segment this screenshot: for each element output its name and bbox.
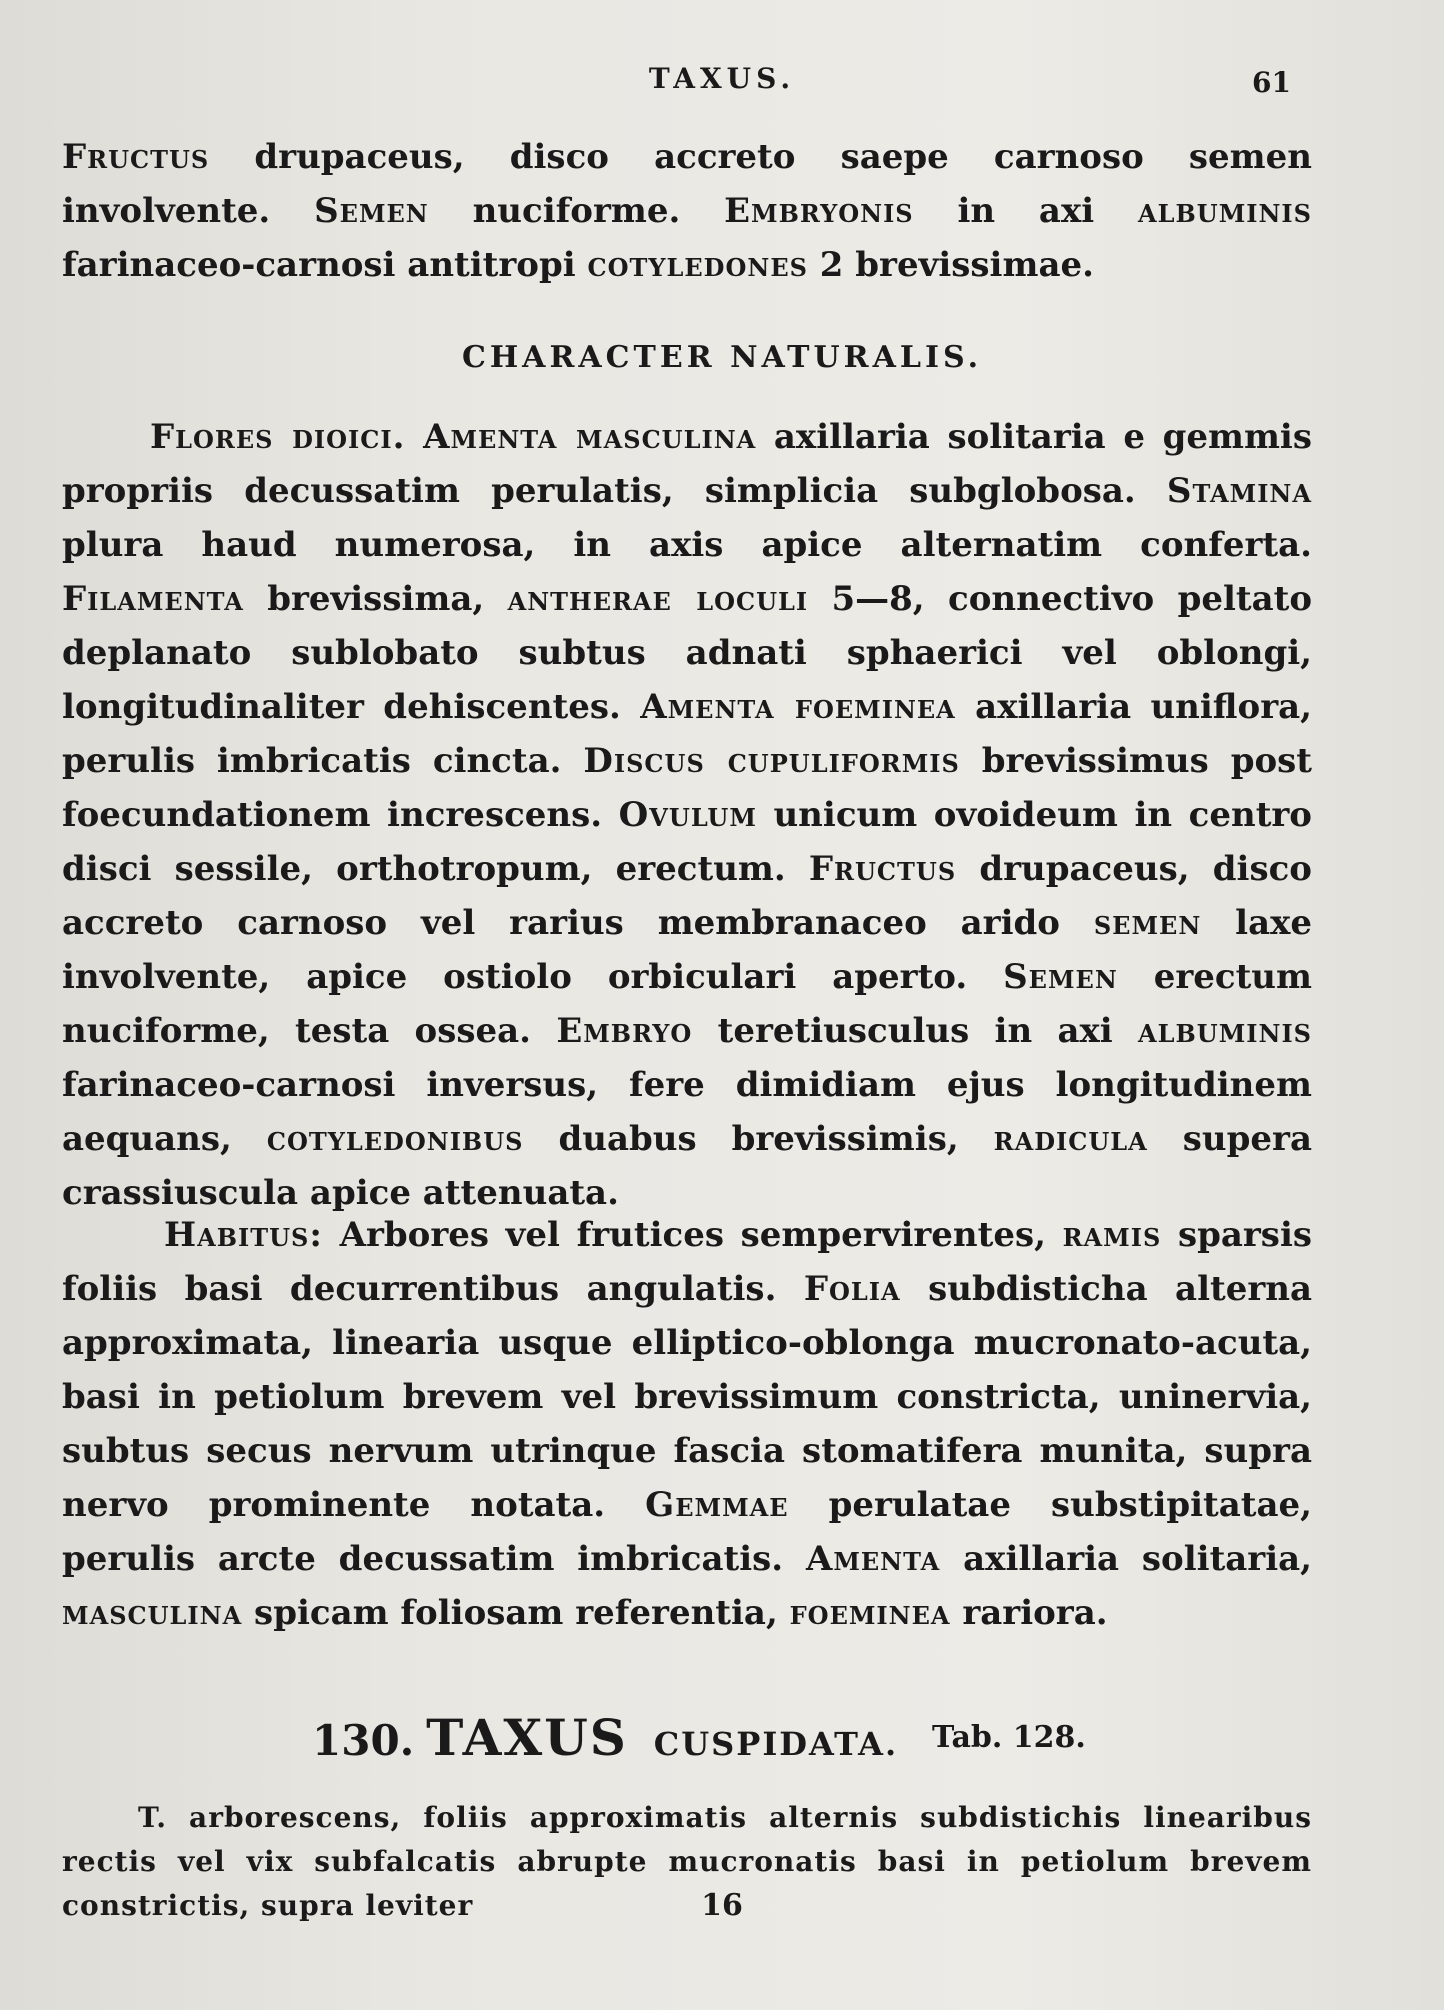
term-amenta-masculina: Amenta masculina <box>423 417 757 457</box>
text-span: drupaceus, disco accreto carnoso vel rarius membranaceo arido <box>62 849 1312 943</box>
term-gemmae: Gemmae <box>645 1485 789 1525</box>
text-span: erectum nuciforme, testa ossea. <box>62 957 1312 1051</box>
term-cotyledonibus: cotyledonibus <box>266 1119 524 1159</box>
term-cotyledones: cotyledones <box>587 245 808 285</box>
term-albuminis: albuminis <box>1138 1011 1313 1051</box>
term-fructus: Fructus <box>62 137 210 177</box>
text-span: axillaria solitaria e gemmis propriis decussatim perulatis, simplicia subglobosa. <box>62 417 1312 511</box>
term-amenta: Amenta <box>805 1539 941 1579</box>
text-span: perulatae substipitatae, perulis arcte decussatim imbricatis. <box>62 1485 1313 1579</box>
term-folia: Folia <box>803 1269 901 1309</box>
term-filamenta: Filamenta <box>62 579 244 619</box>
text-span: subdisticha alterna approximata, linearia usque elliptico-oblonga mucronato-acuta, basi in petiolum brevem vel brevissimum constricta, uninervia, subtus secus nervum utrinque fascia stomatifera munita, supra nervo prominente notata. <box>62 1269 1312 1525</box>
term-embryo: Embryo <box>556 1011 693 1051</box>
term-ovulum: Ovulum <box>618 795 757 835</box>
term-embryonis: Embryonis <box>724 191 914 231</box>
text-span: duabus brevissimis, <box>523 1119 994 1159</box>
plate-reference: Tab. 128. <box>932 1720 1086 1755</box>
term-habitus: Habitus: <box>164 1215 323 1255</box>
species-epithet: CUSPIDATA. <box>653 1725 899 1763</box>
text-span: axillaria uniflora, perulis imbricatis cincta. <box>62 687 1312 781</box>
term-fructus: Fructus <box>808 849 957 889</box>
term-discus: Discus cupuliformis <box>583 741 960 781</box>
text-span: laxe involvente, apice ostiolo orbiculari aperto. <box>62 903 1312 997</box>
text-span: sparsis foliis basi decurrentibus angulatis. <box>62 1215 1313 1309</box>
running-title: TAXUS. <box>648 62 796 95</box>
term-semen: Semen <box>1003 957 1118 997</box>
character-paragraph <box>62 410 1312 1220</box>
term-ramis: ramis <box>1062 1215 1162 1255</box>
term-foeminea: foeminea <box>789 1593 951 1633</box>
text-span: axillaria solitaria, <box>940 1539 1313 1579</box>
text-span: brevissima, <box>243 579 508 619</box>
habitus-paragraph <box>62 1208 1312 1640</box>
text-span <box>405 417 423 457</box>
text-span: plura haud numerosa, in axis apice alternatim conferta. <box>62 525 1312 565</box>
species-heading <box>312 1708 1132 1767</box>
text-span: farinaceo-carnosi antitropi <box>62 245 588 285</box>
term-semen: semen <box>1093 903 1202 943</box>
diagnosis-text: T. arborescens, foliis approximatis alternis subdistichis linearibus rectis vel vix subfalcatis abrupte mucronatis basi in petiolum brevem constrictis, supra leviter <box>62 1801 1312 1922</box>
text-span: 5—8, connectivo peltato deplanato sublobato subtus adnati sphaerici vel oblongi, longitudinaliter dehiscentes. <box>62 579 1313 727</box>
term-antherae: antherae loculi <box>507 579 809 619</box>
page-number: 61 <box>1252 66 1291 99</box>
text-span: in axi <box>913 191 1138 231</box>
text-span: teretiusculus in axi <box>692 1011 1139 1051</box>
text-span: drupaceus, disco accreto saepe carnoso semen involvente. <box>62 137 1312 231</box>
term-semen: Semen <box>314 191 429 231</box>
term-amenta-foeminea: Amenta foeminea <box>640 687 956 727</box>
section-heading: CHARACTER NATURALIS. <box>461 340 983 375</box>
term-masculina: masculina <box>62 1593 243 1633</box>
term-radicula: radicula <box>993 1119 1148 1159</box>
text-span: Arbores vel frutices sempervirentes, <box>322 1215 1063 1255</box>
text-span: rariora. <box>950 1593 1108 1633</box>
fructus-paragraph <box>62 130 1312 292</box>
term-albuminis: albuminis <box>1137 191 1312 231</box>
text-span: unicum ovoideum in centro disci sessile, orthotropum, erectum. <box>62 795 1312 889</box>
text-span: farinaceo-carnosi inversus, fere dimidiam ejus longitudinem aequans, <box>62 1065 1312 1159</box>
text-span: supera crassiuscula apice attenuata. <box>62 1119 1312 1213</box>
text-span: brevissimus post foecundationem increscens. <box>62 741 1312 835</box>
text-span: nuciforme. <box>428 191 725 231</box>
species-number: 130. <box>312 1716 415 1765</box>
species-genus: TAXUS <box>426 1708 628 1767</box>
text-span: spicam foliosam referentia, <box>242 1593 790 1633</box>
term-flores: Flores dioici. <box>150 417 406 457</box>
text-span: 2 brevissimae. <box>807 245 1094 285</box>
term-stamina: Stamina <box>1166 471 1312 511</box>
signature-mark: 16 <box>701 1888 743 1923</box>
